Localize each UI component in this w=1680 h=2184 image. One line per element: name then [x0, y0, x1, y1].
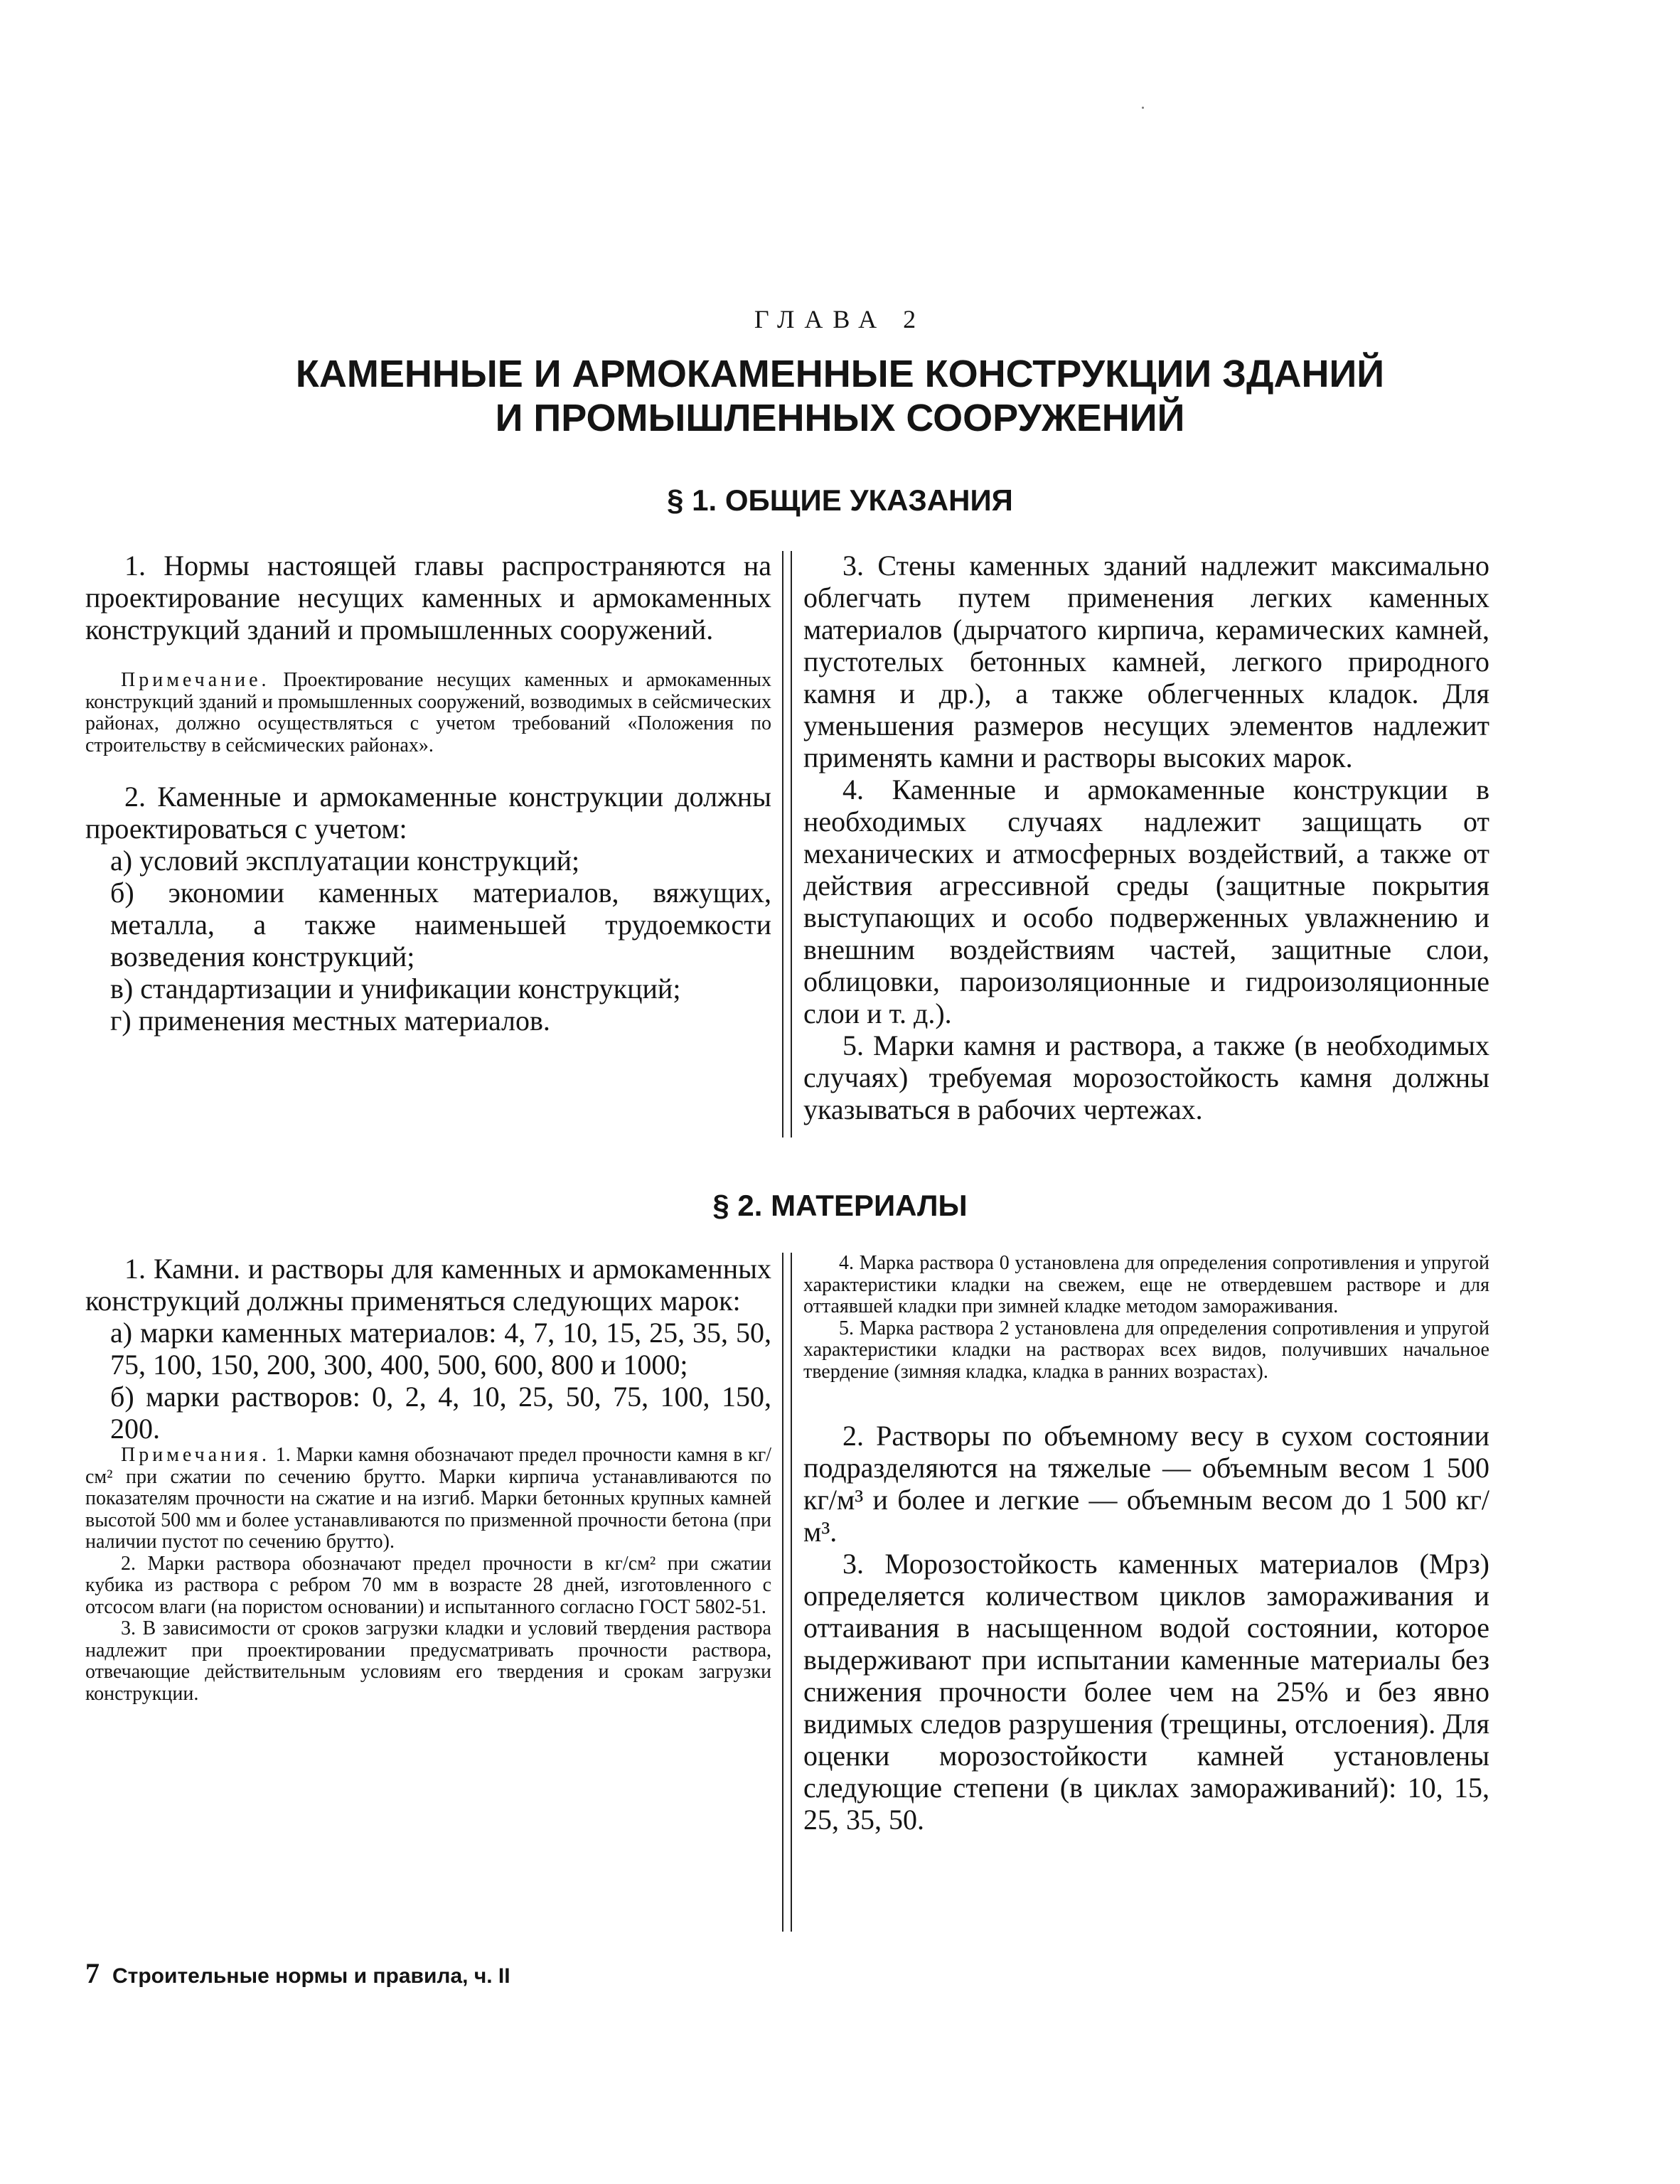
s1-paragraph-3: 3. Стены каменных зданий надлежит максимально облегчать путем применения легких каменных материалов (дырчатого кирпича, керамических камней, пустотелых бетонных камней, легкого природного камня и др.), а также облегченных кладок. Для уменьшения размеров несущих элементов надлежит применять камни и растворы высоких марок. — [803, 550, 1489, 774]
s2-paragraph-3: 3. Морозостойкость каменных материалов (Мрз) определяется количеством циклов замораживания и оттаивания в насыщенном водой состоянии, которое выдерживают при испытании каменные материалы без снижения прочности более чем на 25% и без явно видимых следов разрушения (трещины, отслоения). Для оценки морозостойкости камней установлены следующие степени (в циклах замораживаний): 10, 15, 25, 35, 50. — [803, 1548, 1489, 1836]
section-1-right-column — [803, 550, 1489, 1125]
s2-note-1 — [85, 1445, 771, 1553]
s2-item-a: а) марки каменных материалов: 4, 7, 10, 15, 25, 35, 50, 75, 100, 150, 200, 300, 400, 500, 600, 800 и 1000; — [110, 1317, 771, 1381]
chapter-title-line-1: КАМЕННЫЕ И АРМОКАМЕННЫЕ КОНСТРУКЦИИ ЗДАНИЙ — [295, 353, 1385, 395]
s1-paragraph-5: 5. Марки камня и раствора, а также (в необходимых случаях) требуемая морозостойкость камня должны указываться в рабочих чертежах. — [803, 1029, 1489, 1125]
s1-paragraph-1: 1. Нормы настоящей главы распространяются на проектирование несущих каменных и армокаменных конструкций зданий и промышленных сооружений. — [85, 550, 771, 646]
section-1-left-column — [85, 550, 771, 1037]
page-footer — [85, 1956, 510, 1990]
s1-paragraph-2: 2. Каменные и армокаменные конструкции должны проектироваться с учетом: — [85, 781, 771, 845]
s2-note-4: 4. Марка раствора 0 установлена для определения сопротивления и упругой характеристики кладки на свежем, еще не отвердевшем растворе и для оттаявшей кладки при зимней кладке методом замораживания. — [803, 1252, 1489, 1317]
s1-item-g: г) применения местных материалов. — [110, 1005, 550, 1037]
s1-note — [85, 670, 771, 756]
column-divider-1 — [782, 551, 792, 1138]
scan-speck — [1142, 107, 1144, 109]
s2-item-b: б) марки растворов: 0, 2, 4, 10, 25, 50, 75, 100, 150, 200. — [110, 1381, 771, 1445]
s1-paragraph-4: 4. Каменные и армокаменные конструкции в необходимых случаях надлежит защищать от механических и атмосферных воздействий, а также от действия агрессивной среды (защитные покрытия выступающих и особо подверженных увлажнению и внешним воздействиям частей, защитные слои, облицовки, пароизоляционные и гидроизоляционные слои и т. д.). — [803, 774, 1489, 1029]
s2-note-5: 5. Марка раствора 2 установлена для определения сопротивления и упругой характеристики кладки на растворах всех видов, получивших начальное твердение (зимняя кладка, кладка в ранних возрастах). — [803, 1317, 1489, 1383]
s2-notes-label: Примечания. — [121, 1444, 271, 1466]
s2-paragraph-1: 1. Камни. и растворы для каменных и армокаменных конструкций должны применяться следующих марок: — [85, 1253, 771, 1317]
footer-source: Строительные нормы и правила, ч. II — [112, 1964, 510, 1988]
s1-note-text: Проектирование несущих каменных и армокаменных конструкций зданий и промышленных сооружений, возводимых в сейсмических районах, должно осуществляться с учетом требований «Положения по строительству в сейсмических районах». — [85, 669, 771, 756]
column-divider-2 — [782, 1253, 792, 1932]
s2-note-3: 3. В зависимости от сроков загрузки кладки и условий твердения раствора надлежит при проектировании предусматривать прочности раствора, отвечающие действительным условиям его твердения и срокам загрузки конструкции. — [85, 1617, 771, 1705]
chapter-title — [0, 352, 1680, 440]
section-1-title: § 1. ОБЩИЕ УКАЗАНИЯ — [667, 483, 1013, 517]
section-2-title: § 2. МАТЕРИАЛЫ — [712, 1189, 968, 1222]
s1-item-b: б) экономии каменных материалов, вяжущих, металла, а также наименьшей трудоемкости возведения конструкций; — [110, 877, 771, 973]
s1-note-label: Примечание. — [121, 669, 270, 691]
s2-note-2: 2. Марки раствора обозначают предел прочности в кг/см² при сжатии кубика из раствора с ребром 70 мм в возрасте 28 дней, изготовленного с отсосом влаги (на пористом основании) и испытанного согласно ГОСТ 5802-51. — [85, 1552, 771, 1618]
section-2-left-column — [85, 1253, 771, 1705]
chapter-title-line-2: И ПРОМЫШЛЕННЫХ СООРУЖЕНИЙ — [495, 397, 1185, 439]
page-number: 7 — [85, 1957, 100, 1989]
s1-item-v: в) стандартизации и унификации конструкций; — [110, 973, 681, 1005]
s2-paragraph-2: 2. Растворы по объемному весу в сухом состоянии подразделяются на тяжелые — объемным весом 1 500 кг/м³ и более и легкие — объемным весом до 1 500 кг/м³. — [803, 1420, 1489, 1548]
section-2-right-column — [803, 1253, 1489, 1836]
chapter-heading: ГЛАВА 2 — [754, 305, 926, 333]
s1-item-a: а) условий эксплуатации конструкций; — [110, 845, 580, 877]
s2-note-1-text: 1. Марки камня обозначают предел прочности камня в кг/см² при сжатии по сечению брутто. Марки кирпича устанавливаются по показателям прочности на сжатие и на изгиб. Марки бетонных крупных камней высотой 500 мм и более устанавливаются по призменной прочности бетона (при наличии пустот по сечению брутто). — [85, 1444, 772, 1553]
